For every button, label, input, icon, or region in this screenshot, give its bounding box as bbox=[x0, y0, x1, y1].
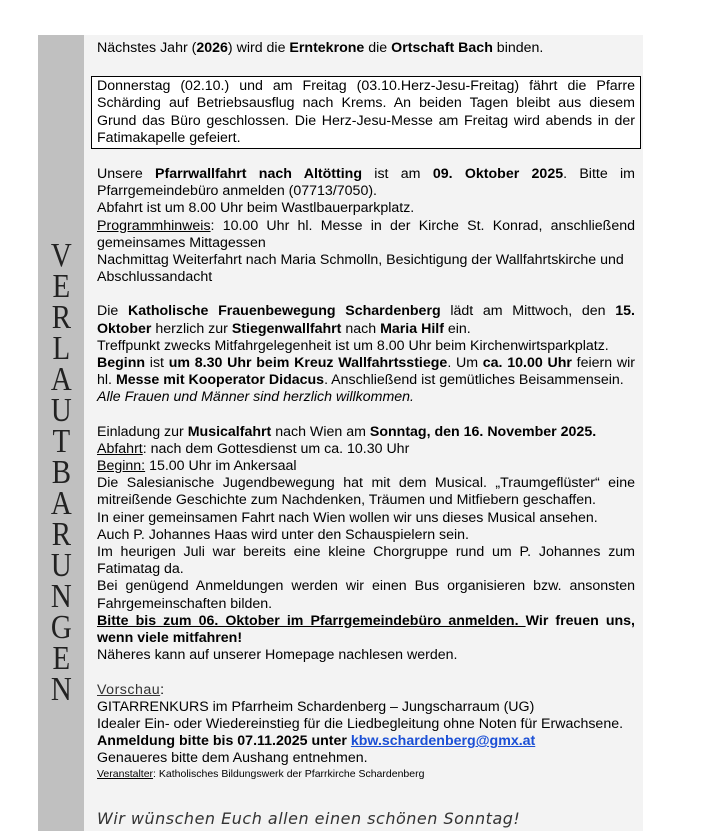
verlautbarungen-title bbox=[38, 237, 84, 708]
musical-section: Einladung zur Musicalfahrt nach Wien am Sonntag, den 16. November 2025. Abfahrt: nach dem Gottesdienst um ca. 10.30 Uhr Beginn: 15.00 Uhr im Ankersaal Die Salesianische Jugendbewegung hat mit dem Musical. „Traumgeflüster“ eine mitreißende Geschichte zum Nachdenken, Träumen und Mitfiebern geschaffen. In einer gemeinsamen Fahrt nach Wien wollen wir uns dieses Musical ansehen. Auch P. Johannes Haas wird unter den Schauspielern sein. Im heurigen Juli war bereits eine kleine Chorgruppe rund um P. Johannes zum Fatimatag da. Bei genügend Anmeldungen werden wir einen Bus organisieren bzw. ansonsten Fahrgemeinschaften bilden. Bitte bis zum 06. Oktober im Pfarrgemeindebüro anmelden. Wir freuen uns, wenn viele mitfahren! Näheres kann auf unserer Homepage nachlesen werden. bbox=[97, 423, 635, 664]
announcements bbox=[97, 40, 635, 827]
title-letter: T bbox=[52, 423, 70, 460]
vorschau-label: Vorschau bbox=[97, 681, 161, 698]
email-link[interactable]: kbw.schardenberg@gmx.at bbox=[350, 733, 536, 750]
title-letter: R bbox=[51, 299, 71, 336]
title-letter: N bbox=[50, 578, 72, 615]
betriebsausflug-text: Donnerstag (02.10.) und am Freitag (03.10.Herz-Jesu-Freitag) fährt die Pfarre Schärding auf Betriebsausflug nach Krems. An beiden Tagen bleibt aus diesem Grund das Büro geschlossen. Die Herz-Jesu-Messe am Freitag wird abends in der Fatimakapelle gefeiert. bbox=[97, 78, 635, 146]
title-letter: U bbox=[50, 547, 72, 584]
frauenbewegung-section: Die Katholische Frauenbewegung Schardenberg lädt am Mittwoch, den 15. Oktober herzlich zur Stiegenwallfahrt nach Maria Hilf ein. Treffpunkt zwecks Mitfahrgelegenheit ist um 8.00 Uhr beim Kirchenwirtsparkplatz. Beginn ist um 8.30 Uhr beim Kreuz Wallfahrtsstiege. Um ca. 10.00 Uhr feiern wir hl. Messe mit Kooperator Didacus. Anschließend ist gemütliches Beisammensein. Alle Frauen und Männer sind herzlich willkommen. bbox=[97, 303, 635, 406]
title-letter: A bbox=[50, 361, 72, 398]
title-letter: B bbox=[51, 454, 71, 491]
closing-greeting: Wir wünschen Euch allen einen schönen Sonntag! bbox=[97, 808, 521, 828]
title-letter: L bbox=[52, 330, 70, 367]
title-letter: E bbox=[52, 268, 70, 305]
erntekrone-notice: Nächstes Jahr (2026) wird die Erntekrone die Ortschaft Bach binden. bbox=[97, 40, 544, 56]
title-letter: U bbox=[50, 392, 72, 429]
title-letter: E bbox=[52, 640, 70, 677]
title-letter: V bbox=[50, 237, 72, 274]
title-letter: R bbox=[51, 516, 71, 553]
altoetting-section: Unsere Pfarrwallfahrt nach Altötting ist am 09. Oktober 2025. Bitte im Pfarrgemeindebüro anmelden (07713/7050). Abfahrt ist um 8.00 Uhr beim Wastlbauerparkplatz. Programmhinweis: 10.00 Uhr hl. Messe in der Kirche St. Konrad, anschließend gemeinsames Mittagessen Nachmittag Weiterfahrt nach Maria Schmolln, Besichtigung der Wallfahrtskirche und Abschlussandacht bbox=[97, 166, 635, 286]
title-letter: A bbox=[50, 485, 72, 522]
vorschau-section: Vorschau: GITARRENKURS im Pfarrheim Schardenberg – Jungscharraum (UG) Idealer Ein- oder Wiedereinstieg für die Liedbegleitung ohne Noten für Erwachsene. Anmeldung bitte bis 07.11.2025 unter kbw.schardenberg@gmx.at Genaueres bitte dem Aushang entnehmen. Veranstalter: Katholisches Bildungswerk der Pfarrkirche Schardenberg bbox=[97, 681, 624, 780]
title-letter: N bbox=[50, 671, 72, 708]
programmhinweis-label: Programmhinweis bbox=[97, 217, 211, 234]
betriebsausflug-box bbox=[91, 76, 641, 149]
title-letter: G bbox=[50, 609, 72, 646]
